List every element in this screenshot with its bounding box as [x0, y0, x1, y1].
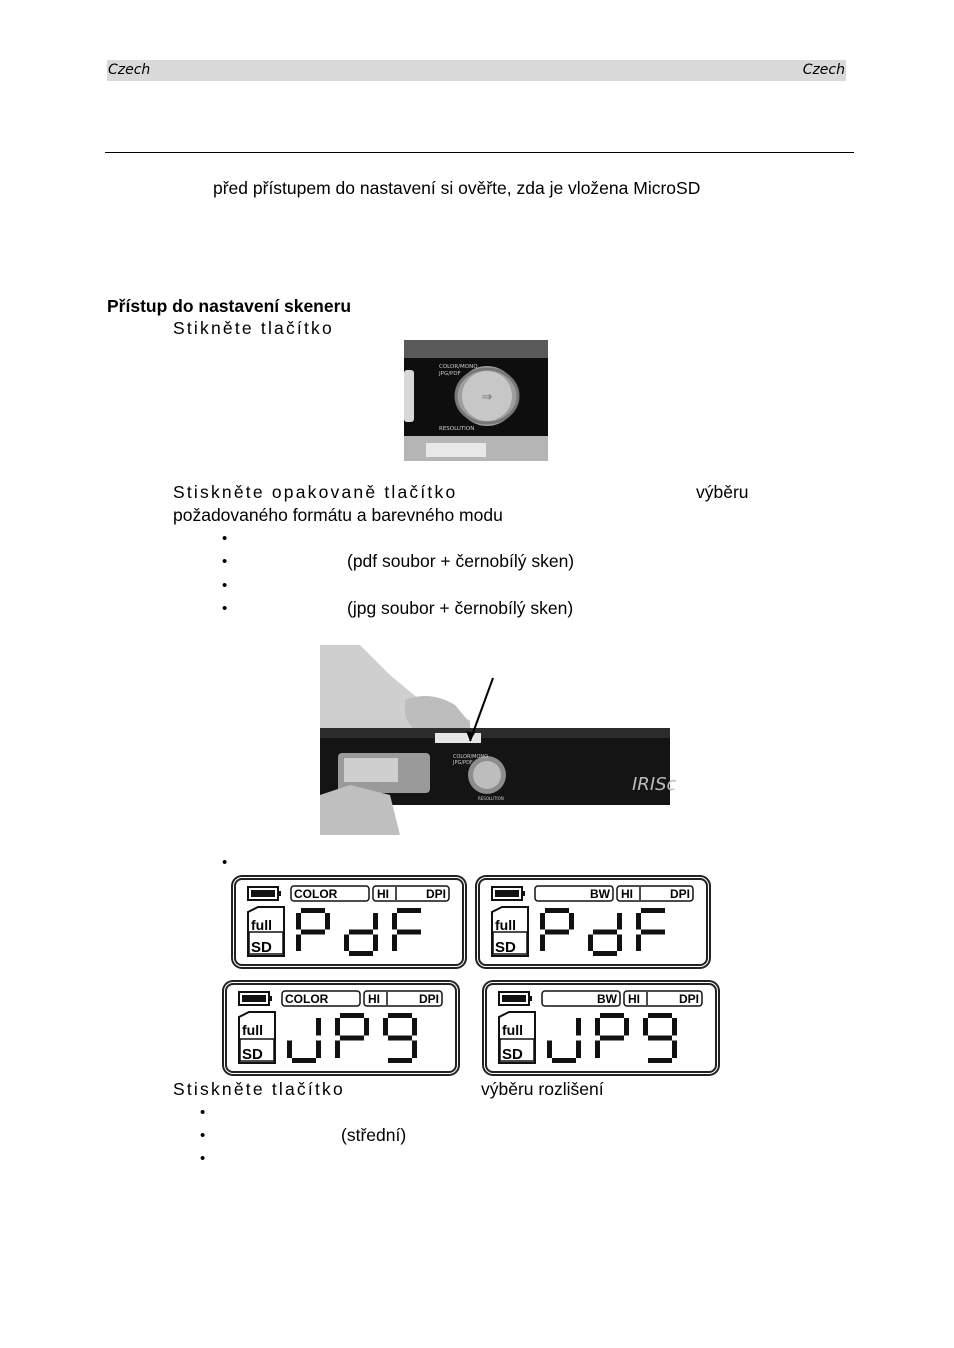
resolution-item: (střední) — [341, 1125, 407, 1145]
format-bullet: • — [222, 600, 228, 617]
scanner-brand: IRISc — [632, 774, 677, 795]
lcd-segment — [552, 1058, 576, 1063]
step-2-text-b: výběru — [696, 482, 749, 502]
lcd-segment — [648, 1058, 672, 1063]
lcd-mode: BW — [590, 887, 610, 901]
lcd-segment — [569, 913, 574, 930]
step-1-text: Stikněte tlačítko — [173, 318, 334, 338]
resolution-bullet: • — [200, 1104, 206, 1121]
lcd-segment — [624, 1018, 629, 1036]
lcd-segment — [349, 930, 373, 935]
lcd-segment — [373, 935, 378, 952]
lcd-segment — [588, 935, 593, 952]
sd-card-icon — [492, 907, 528, 956]
format-item: (pdf soubor + černobílý sken) — [347, 551, 575, 571]
scanner-button-photo — [404, 340, 548, 461]
lcd-resolution: HI — [377, 887, 389, 901]
photo2-label-color-mono: COLOR/MONO — [453, 754, 489, 760]
lcd-segment — [617, 913, 622, 930]
resolution-bullet: • — [200, 1127, 206, 1144]
lcd-panel-jpg-bw — [485, 983, 717, 1073]
lcd-segment — [340, 1036, 364, 1041]
sd-card-full-label: full — [242, 1022, 263, 1038]
battery-icon — [499, 992, 532, 1005]
lcd-segment — [600, 1036, 624, 1041]
section-title: Přístup do nastavení skeneru — [107, 296, 352, 316]
lcd-segment — [316, 1041, 321, 1059]
lcd-segment — [643, 1018, 648, 1036]
lcd-segment — [595, 1018, 600, 1036]
lcd-segment — [540, 913, 545, 930]
lcd-segment — [672, 1018, 677, 1036]
lcd-segment — [412, 1041, 417, 1059]
photo2-label-resolution: RESOLUTION — [478, 796, 504, 801]
battery-icon — [239, 992, 272, 1005]
header-rule — [105, 152, 854, 153]
sd-card-full-label: full — [251, 917, 272, 933]
step-3-text-a: Stiskněte tlačítko — [173, 1079, 345, 1099]
sd-card-sd-label: SD — [502, 1046, 523, 1063]
sd-card-icon — [239, 1012, 275, 1063]
lcd-segment — [576, 1018, 581, 1036]
lcd-segment — [636, 913, 641, 930]
lcd-panel-pdf-bw — [478, 878, 708, 966]
lcd-segment — [335, 1041, 340, 1059]
lcd-segment — [397, 908, 421, 913]
lcd-segment — [672, 1041, 677, 1059]
resolution-bullet: • — [200, 1150, 206, 1167]
sd-card-full-label: full — [502, 1022, 523, 1038]
lcd-bullet: • — [222, 854, 228, 871]
sd-card-sd-label: SD — [251, 939, 272, 956]
lcd-segment — [383, 1018, 388, 1036]
lcd-segment — [287, 1041, 292, 1059]
lcd-resolution: HI — [628, 992, 640, 1006]
hand-pressing-button-photo — [320, 645, 677, 835]
lcd-dpi-unit: DPI — [418, 992, 439, 1006]
lcd-segment — [301, 908, 325, 913]
photo2-label-jpg-pdf: JPG/PDF — [453, 760, 473, 766]
lcd-dpi-unit: DPI — [669, 887, 690, 901]
lcd-segment — [301, 930, 325, 935]
lcd-segment — [593, 930, 617, 935]
lcd-segment — [292, 1058, 316, 1063]
lcd-segment — [600, 1013, 624, 1018]
lcd-segment — [648, 1013, 672, 1018]
lcd-segment — [576, 1041, 581, 1059]
lcd-segment — [340, 1013, 364, 1018]
lcd-dpi-unit: DPI — [678, 992, 699, 1006]
lcd-segment — [349, 951, 373, 956]
lcd-format-display — [547, 1013, 677, 1063]
format-bullet: • — [222, 530, 228, 547]
lcd-segment — [316, 1018, 321, 1036]
lcd-segment — [388, 1013, 412, 1018]
lcd-segment — [636, 935, 641, 952]
microsd-note: před přístupem do nastavení si ověřte, zda je vložena MicroSD — [213, 178, 701, 198]
lcd-segment — [547, 1041, 552, 1059]
photo1-label-resolution: RESOLUTION — [439, 426, 475, 432]
format-bullet: • — [222, 553, 228, 570]
sd-card-sd-label: SD — [495, 939, 516, 956]
step-3-text-b: výběru rozlišení — [481, 1079, 604, 1099]
format-item: (jpg soubor + černobílý sken) — [347, 598, 574, 618]
lcd-panel-pdf-color — [234, 878, 464, 966]
step-2-text-a: Stiskněte opakovaně tlačítko — [173, 482, 458, 502]
photo1-label-jpg-pdf: JPG/PDF — [439, 371, 461, 377]
lcd-segment — [364, 1018, 369, 1036]
header-language-right: Czech — [802, 62, 845, 78]
lcd-segment — [540, 935, 545, 952]
lcd-mode: COLOR — [294, 887, 338, 901]
photo1-label-color-mono: COLOR/MONO — [439, 364, 478, 370]
lcd-segment — [641, 930, 665, 935]
lcd-segment — [545, 908, 569, 913]
lcd-segment — [388, 1036, 412, 1041]
header-language-left: Czech — [108, 62, 151, 78]
sd-card-full-label: full — [495, 917, 516, 933]
sd-card-icon — [499, 1012, 535, 1063]
lcd-segment — [397, 930, 421, 935]
lcd-segment — [325, 913, 330, 930]
battery-icon — [248, 887, 281, 900]
format-bullet: • — [222, 577, 228, 594]
lcd-resolution: HI — [621, 887, 633, 901]
lcd-format-display — [287, 1013, 417, 1063]
lcd-segment — [617, 935, 622, 952]
lcd-segment — [388, 1058, 412, 1063]
lcd-segment — [373, 913, 378, 930]
lcd-segment — [392, 935, 397, 952]
lcd-segment — [412, 1018, 417, 1036]
lcd-segment — [545, 930, 569, 935]
sd-card-icon — [248, 907, 284, 956]
lcd-dpi-unit: DPI — [425, 887, 446, 901]
page-header — [107, 60, 846, 81]
lcd-segment — [595, 1041, 600, 1059]
lcd-segment — [296, 935, 301, 952]
lcd-segment — [335, 1018, 340, 1036]
lcd-format-display — [296, 908, 421, 956]
lcd-segment — [648, 1036, 672, 1041]
lcd-segment — [344, 935, 349, 952]
lcd-format-display — [540, 908, 665, 956]
battery-icon — [492, 887, 525, 900]
lcd-segment — [641, 908, 665, 913]
step-2-text-c: požadovaného formátu a barevného modu — [173, 505, 503, 525]
lcd-segment — [593, 951, 617, 956]
lcd-mode: BW — [597, 992, 617, 1006]
lcd-segment — [296, 913, 301, 930]
lcd-panel-jpg-color — [225, 983, 457, 1073]
lcd-resolution: HI — [368, 992, 380, 1006]
lcd-segment — [392, 913, 397, 930]
sd-card-sd-label: SD — [242, 1046, 263, 1063]
button-symbol: ⇒ — [481, 390, 493, 405]
lcd-mode: COLOR — [285, 992, 329, 1006]
